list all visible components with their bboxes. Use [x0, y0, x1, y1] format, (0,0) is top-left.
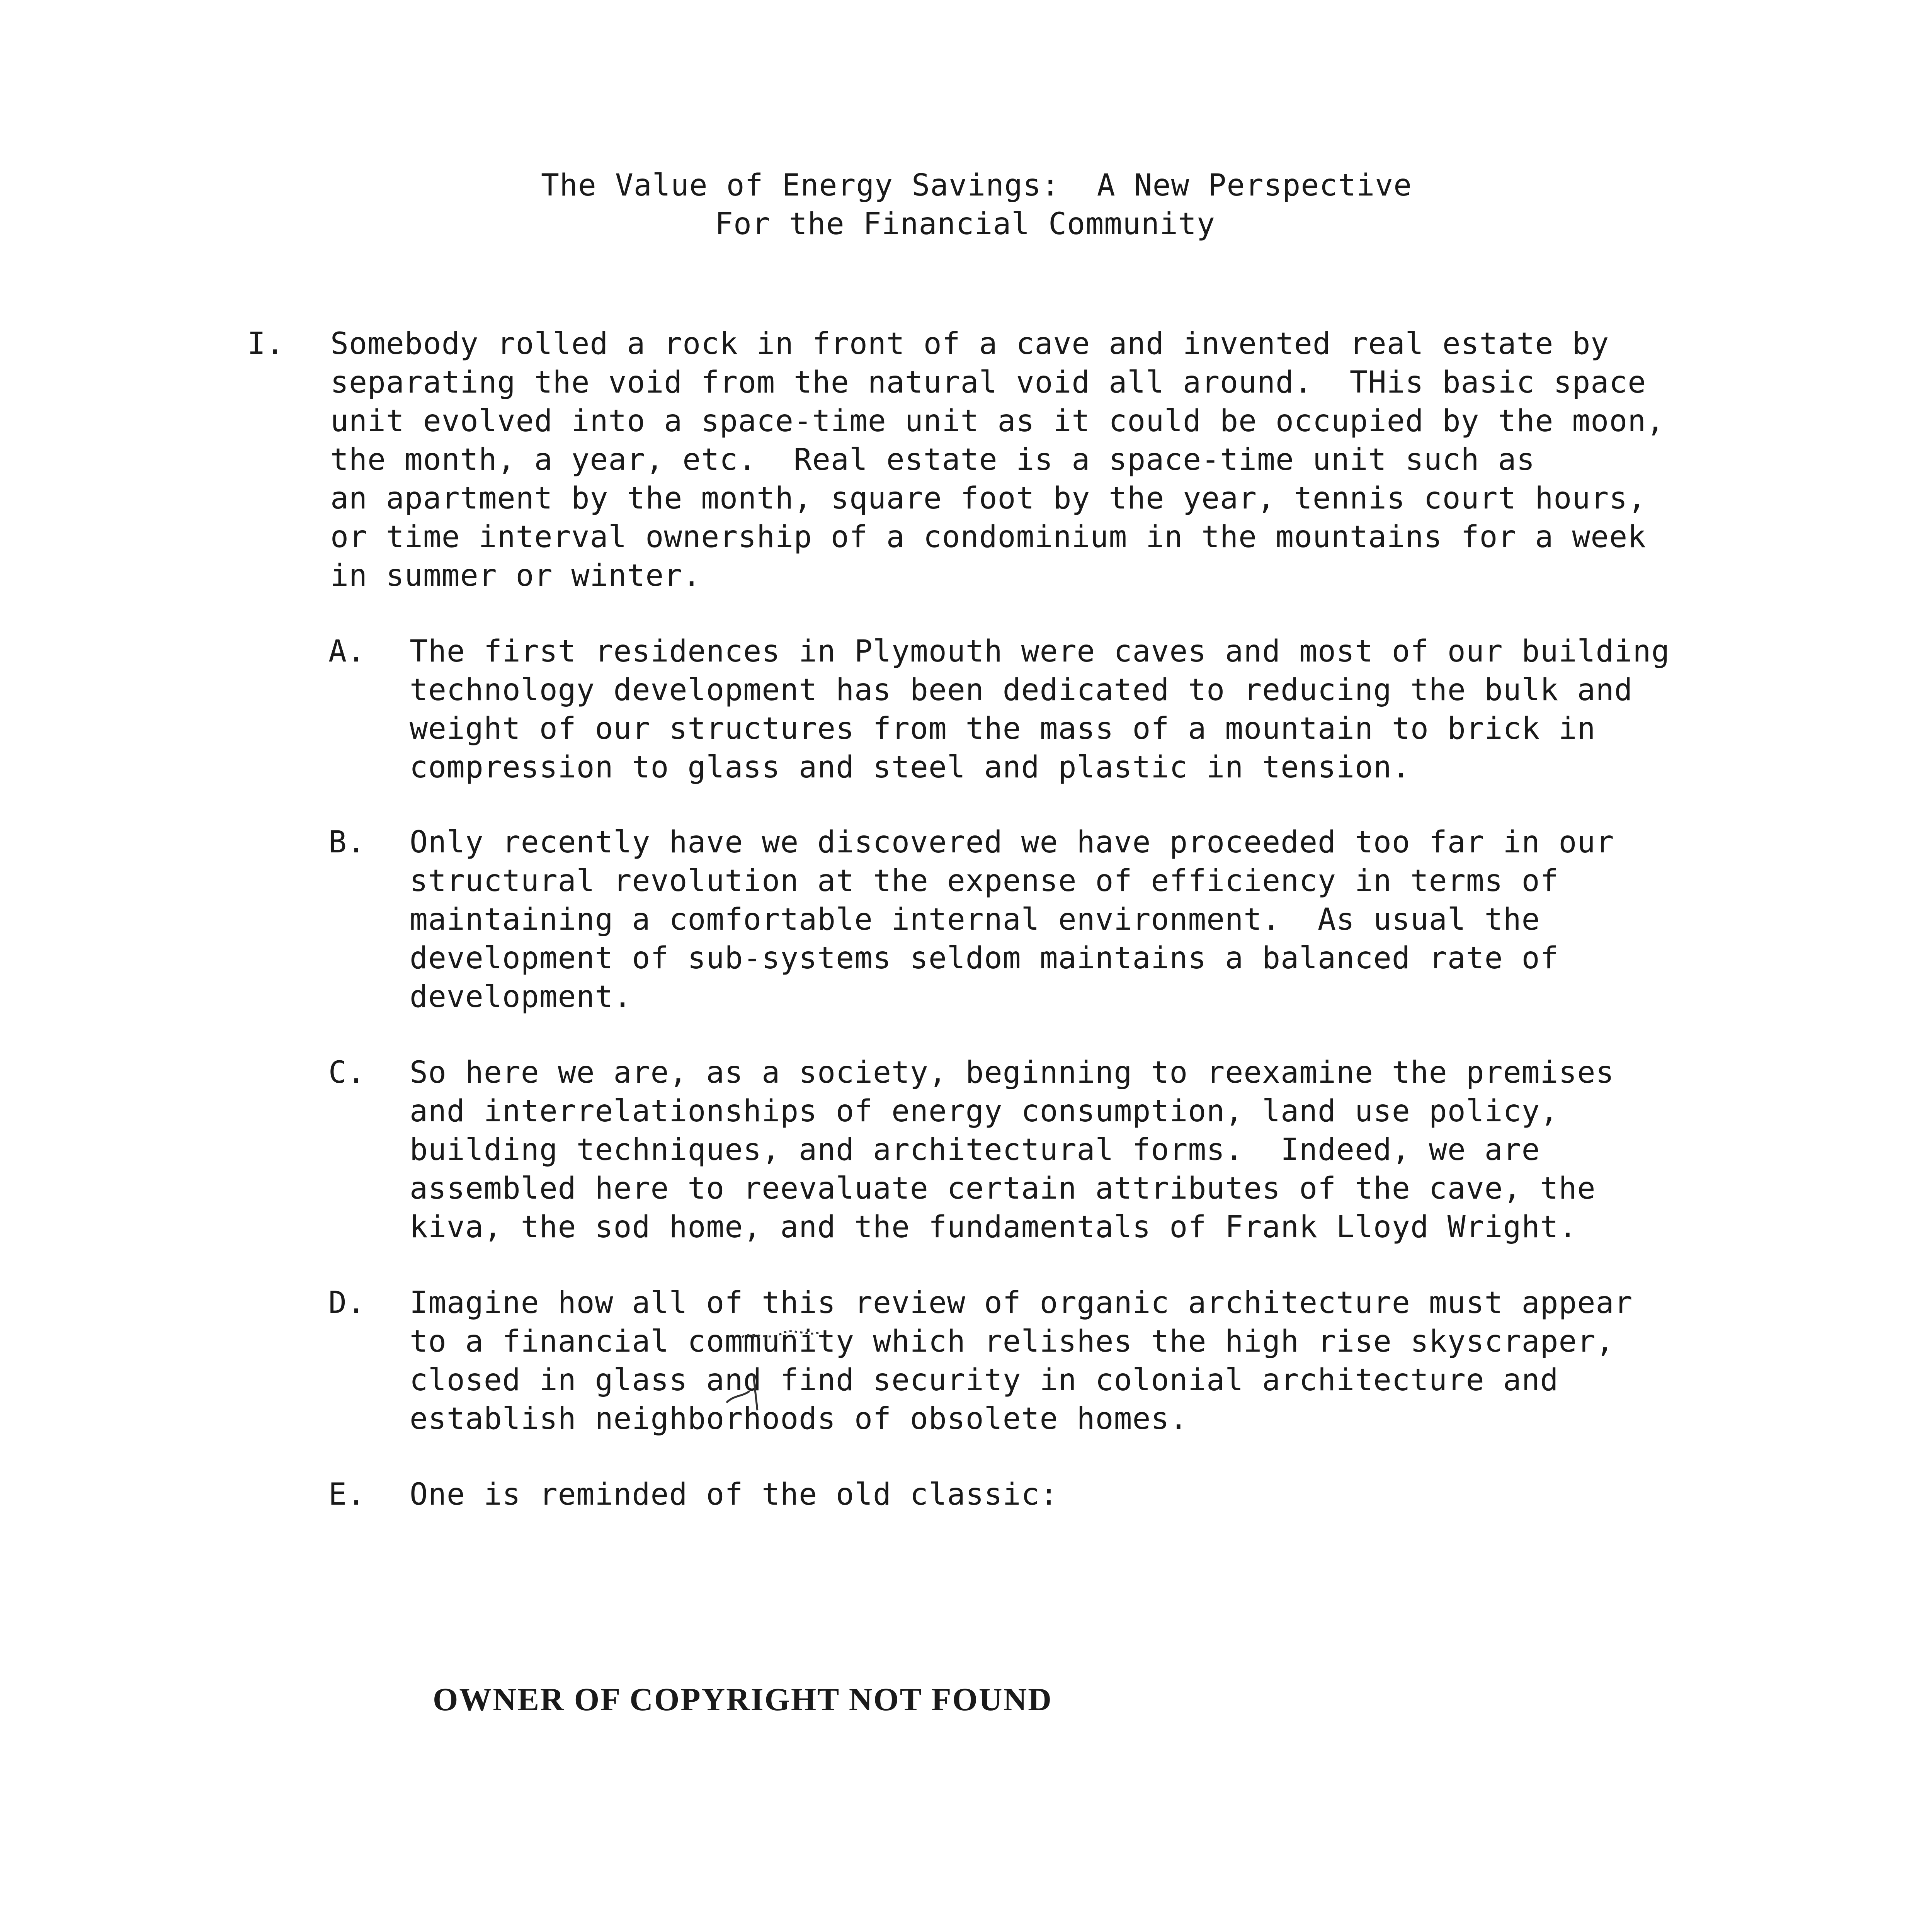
section-1-paragraph	[330, 325, 1665, 595]
paragraph-line: technology development has been dedicated to reducing the bulk and	[410, 673, 1633, 707]
paragraph-line: separating the void from the natural void all around. THis basic space	[330, 365, 1647, 400]
item-paragraph	[410, 823, 1614, 1016]
paragraph-line: an apartment by the month, square foot by the year, tennis court hours,	[330, 481, 1647, 516]
item-letter: E.	[328, 1477, 366, 1512]
paragraph-line: closed in glass and find security in colonial architecture and	[410, 1363, 1559, 1398]
paragraph-line: development.	[410, 980, 632, 1014]
paragraph-line: building techniques, and architectural forms. Indeed, we are	[410, 1133, 1540, 1167]
paragraph-line: development of sub-systems seldom maintains a balanced rate of	[410, 941, 1559, 976]
paragraph-line: unit evolved into a space-time unit as it could be occupied by the moon,	[330, 404, 1665, 439]
paragraph-line: kiva, the sod home, and the fundamentals of Frank Lloyd Wright.	[410, 1210, 1577, 1245]
paragraph-line: establish neighborhoods of obsolete homes.	[410, 1401, 1188, 1436]
item-paragraph	[410, 632, 1670, 787]
paragraph-line: assembled here to reevaluate certain attributes of the cave, the	[410, 1171, 1596, 1206]
title-line-1: The Value of Energy Savings: A New Perspective	[541, 168, 1412, 203]
paragraph-line: the month, a year, etc. Real estate is a space-time unit such as	[330, 442, 1535, 477]
paragraph-line: weight of our structures from the mass of a mountain to brick in	[410, 711, 1596, 746]
paragraph-line: compression to glass and steel and plastic in tension.	[410, 750, 1410, 785]
paragraph-line: in summer or winter.	[330, 558, 701, 593]
paragraph-line: One is reminded of the old classic:	[410, 1477, 1058, 1512]
copyright-notice: OWNER OF COPYRIGHT NOT FOUND	[433, 1682, 1053, 1718]
section-number: I.	[247, 327, 284, 361]
paragraph-line: and interrelationships of energy consumption, land use policy,	[410, 1094, 1559, 1129]
paragraph-line: The first residences in Plymouth were caves and most of our building	[410, 634, 1670, 669]
item-letter: B.	[328, 825, 366, 860]
paragraph-line: Somebody rolled a rock in front of a cave and invented real estate by	[330, 327, 1609, 361]
paragraph-line: Only recently have we discovered we have proceeded too far in our	[410, 825, 1614, 860]
paragraph-line: structural revolution at the expense of efficiency in terms of	[410, 864, 1559, 898]
item-letter: D.	[328, 1286, 366, 1320]
item-letter: A.	[328, 634, 366, 669]
paragraph-line: So here we are, as a society, beginning to reexamine the premises	[410, 1055, 1614, 1090]
item-paragraph	[410, 1053, 1614, 1247]
paragraph-line: to a financial community which relishes the high rise skyscraper,	[410, 1324, 1614, 1359]
item-paragraph	[410, 1475, 1058, 1514]
paragraph-line: Imagine how all of this review of organic architecture must appear	[410, 1286, 1633, 1320]
item-paragraph	[410, 1284, 1633, 1438]
item-letter: C.	[328, 1055, 366, 1090]
paragraph-line: maintaining a comfortable internal environment. As usual the	[410, 902, 1540, 937]
document-title	[541, 166, 1507, 243]
paragraph-line: or time interval ownership of a condominium in the mountains for a week	[330, 520, 1647, 554]
title-line-2: For the Financial Community	[715, 207, 1215, 242]
